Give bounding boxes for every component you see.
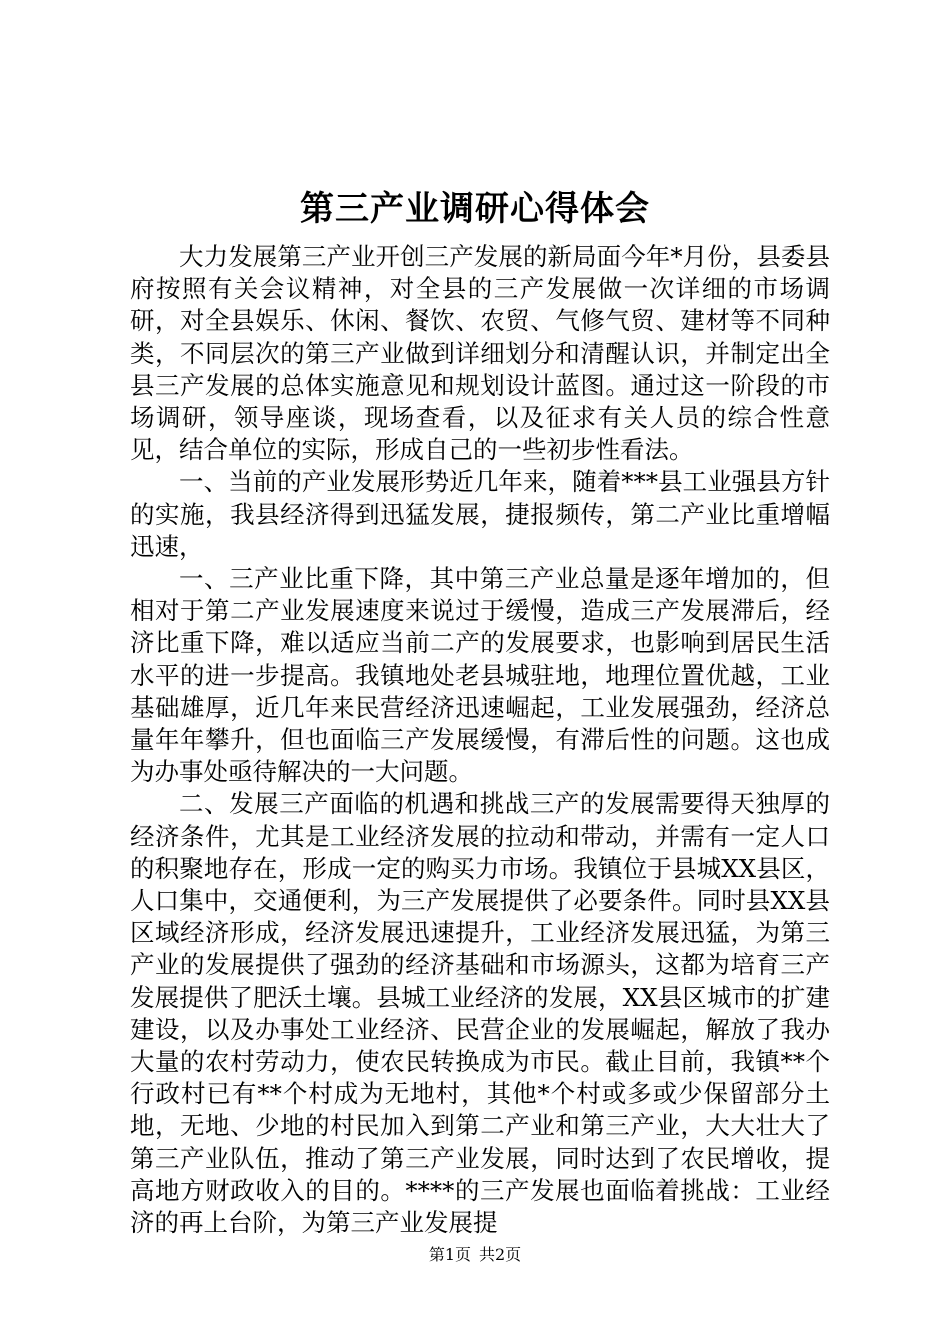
paragraph-opportunities-challenges: 二、发展三产面临的机遇和挑战三产的发展需要得天独厚的经济条件，尤其是工业经济发展的拉动和带动，并需有一定人口的积聚地存在，形成一定的购买力市场。我镇位于县城XX县区，人口集中，交通便利，为三产发展提供了必要条件。同时县XX县区域经济形成，经济发展迅速提升，工业经济发展迅猛，为第三产业的发展提供了强劲的经济基础和市场源头，这都为培育三产发展提供了肥沃土壤。县城工业经济的发展，XX县区城市的扩建建设，以及办事处工业经济、民营企业的发展崛起，解放了我办大量的农村劳动力，使农民转换成为市民。截止目前，我镇**个行政村已有**个村成为无地村，其他*个村或多或少保留部分土地，无地、少地的村民加入到第二产业和第三产业，大大壮大了第三产业队伍，推动了第三产业发展，同时达到了农民增收，提高地方财政收入的目的。****的三产发展也面临着挑战：工业经济的再上台阶，为第三产业发展提 — [130, 789, 830, 1238]
paragraph-current-situation: 一、当前的产业发展形势近几年来，随着***县工业强县方针的实施，我县经济得到迅猛发展，捷报频传，第二产业比重增幅迅速， — [130, 467, 830, 561]
paragraph-intro: 大力发展第三产业开创三产发展的新局面今年*月份，县委县府按照有关会议精神，对全县的三产发展做一次详细的市场调研，对全县娱乐、休闲、餐饮、农贸、气修气贸、建材等不同种类，不同层次的第三产业做到详细划分和清醒认识，并制定出全县三产发展的总体实施意见和规划设计蓝图。通过这一阶段的市场调研，领导座谈，现场查看，以及征求有关人员的综合性意见，结合单位的实际，形成自己的一些初步性看法。 — [130, 242, 830, 465]
document-body — [130, 241, 830, 1239]
document-title: 第三产业调研心得体会 — [300, 189, 650, 229]
page-footer — [0, 1244, 950, 1266]
page-total: 共2页 — [479, 1245, 522, 1264]
paragraph-tertiary-decline: 一、三产业比重下降，其中第三产业总量是逐年增加的，但相对于第二产业发展速度来说过于缓慢，造成三产发展滞后，经济比重下降，难以适应当前二产的发展要求，也影响到居民生活水平的进一步提高。我镇地处老县城驻地，地理位置优越，工业基础雄厚，近几年来民营经济迅速崛起，工业发展强劲，经济总量年年攀升，但也面临三产发展缓慢，有滞后性的问题。这也成为办事处亟待解决的一大问题。 — [130, 564, 830, 787]
page-number: 第1页 — [428, 1245, 471, 1264]
